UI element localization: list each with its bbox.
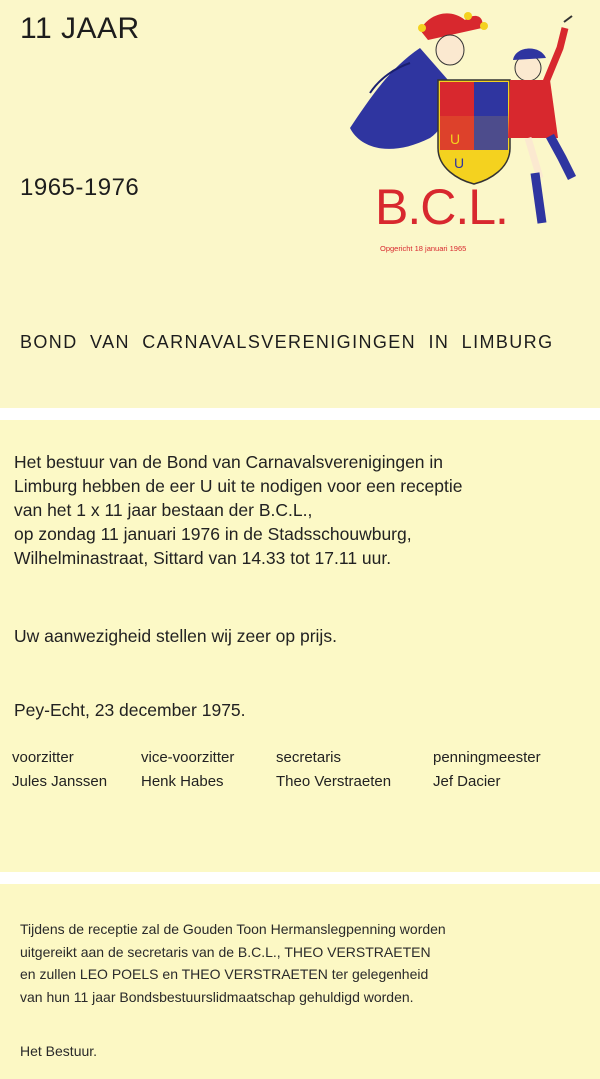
signatory-name: Theo Verstraeten <box>276 773 392 790</box>
svg-text:U: U <box>450 131 461 147</box>
svg-text:U: U <box>454 155 465 171</box>
note-line: uitgereikt aan de secretaris van de B.C.L., THEO VERSTRAETEN <box>20 943 431 960</box>
bcl-founded-text: Opgericht 18 januari 1965 <box>380 244 467 253</box>
organization-name: BOND VAN CARNAVALSVERENIGINGEN IN LIMBURG <box>20 332 554 352</box>
place-date: Pey-Echt, 23 december 1975. <box>14 700 246 720</box>
note-line: van hun 11 jaar Bondsbestuurslidmaatschap gehuldigd worden. <box>20 988 414 1005</box>
invitation-line: van het 1 x 11 jaar bestaan der B.C.L., <box>14 500 313 520</box>
closing-signature: Het Bestuur. <box>20 1043 98 1059</box>
title-card <box>0 0 600 408</box>
signatory-role: secretaris <box>276 749 342 766</box>
signatory-role: voorzitter <box>12 749 74 766</box>
invitation-line: Het bestuur van de Bond van Carnavalsverenigingen in <box>14 452 444 472</box>
signatory-name: Jef Dacier <box>433 773 501 790</box>
anniversary-period: 1965-1976 <box>20 174 140 201</box>
signatory-name: Henk Habes <box>141 773 224 790</box>
signatory-role: penningmeester <box>433 749 541 766</box>
jester-face-icon <box>436 35 464 65</box>
ceremony-note-text <box>20 918 446 1008</box>
invitation-line: Limburg hebben de eer U uit te nodigen voor een receptie <box>14 476 463 496</box>
signatory-role: vice-voorzitter <box>141 749 235 766</box>
anniversary-years: 11 JAAR <box>20 12 140 45</box>
invitation-line: op zondag 11 januari 1976 in de Stadsschouwburg, <box>14 524 412 544</box>
signatory-name: Jules Janssen <box>12 773 108 790</box>
bcl-logo-text: B.C.L. <box>375 179 508 235</box>
presence-text: Uw aanwezigheid stellen wij zeer op prijs. <box>14 626 337 646</box>
invitation-line: Wilhelminastraat, Sittard van 14.33 tot 17.11 uur. <box>14 548 392 568</box>
note-line: en zullen LEO POELS en THEO VERSTRAETEN ter gelegenheid <box>20 966 429 982</box>
invitation-text <box>14 450 463 570</box>
note-line: Tijdens de receptie zal de Gouden Toon Hermanslegpenning worden <box>20 921 446 937</box>
